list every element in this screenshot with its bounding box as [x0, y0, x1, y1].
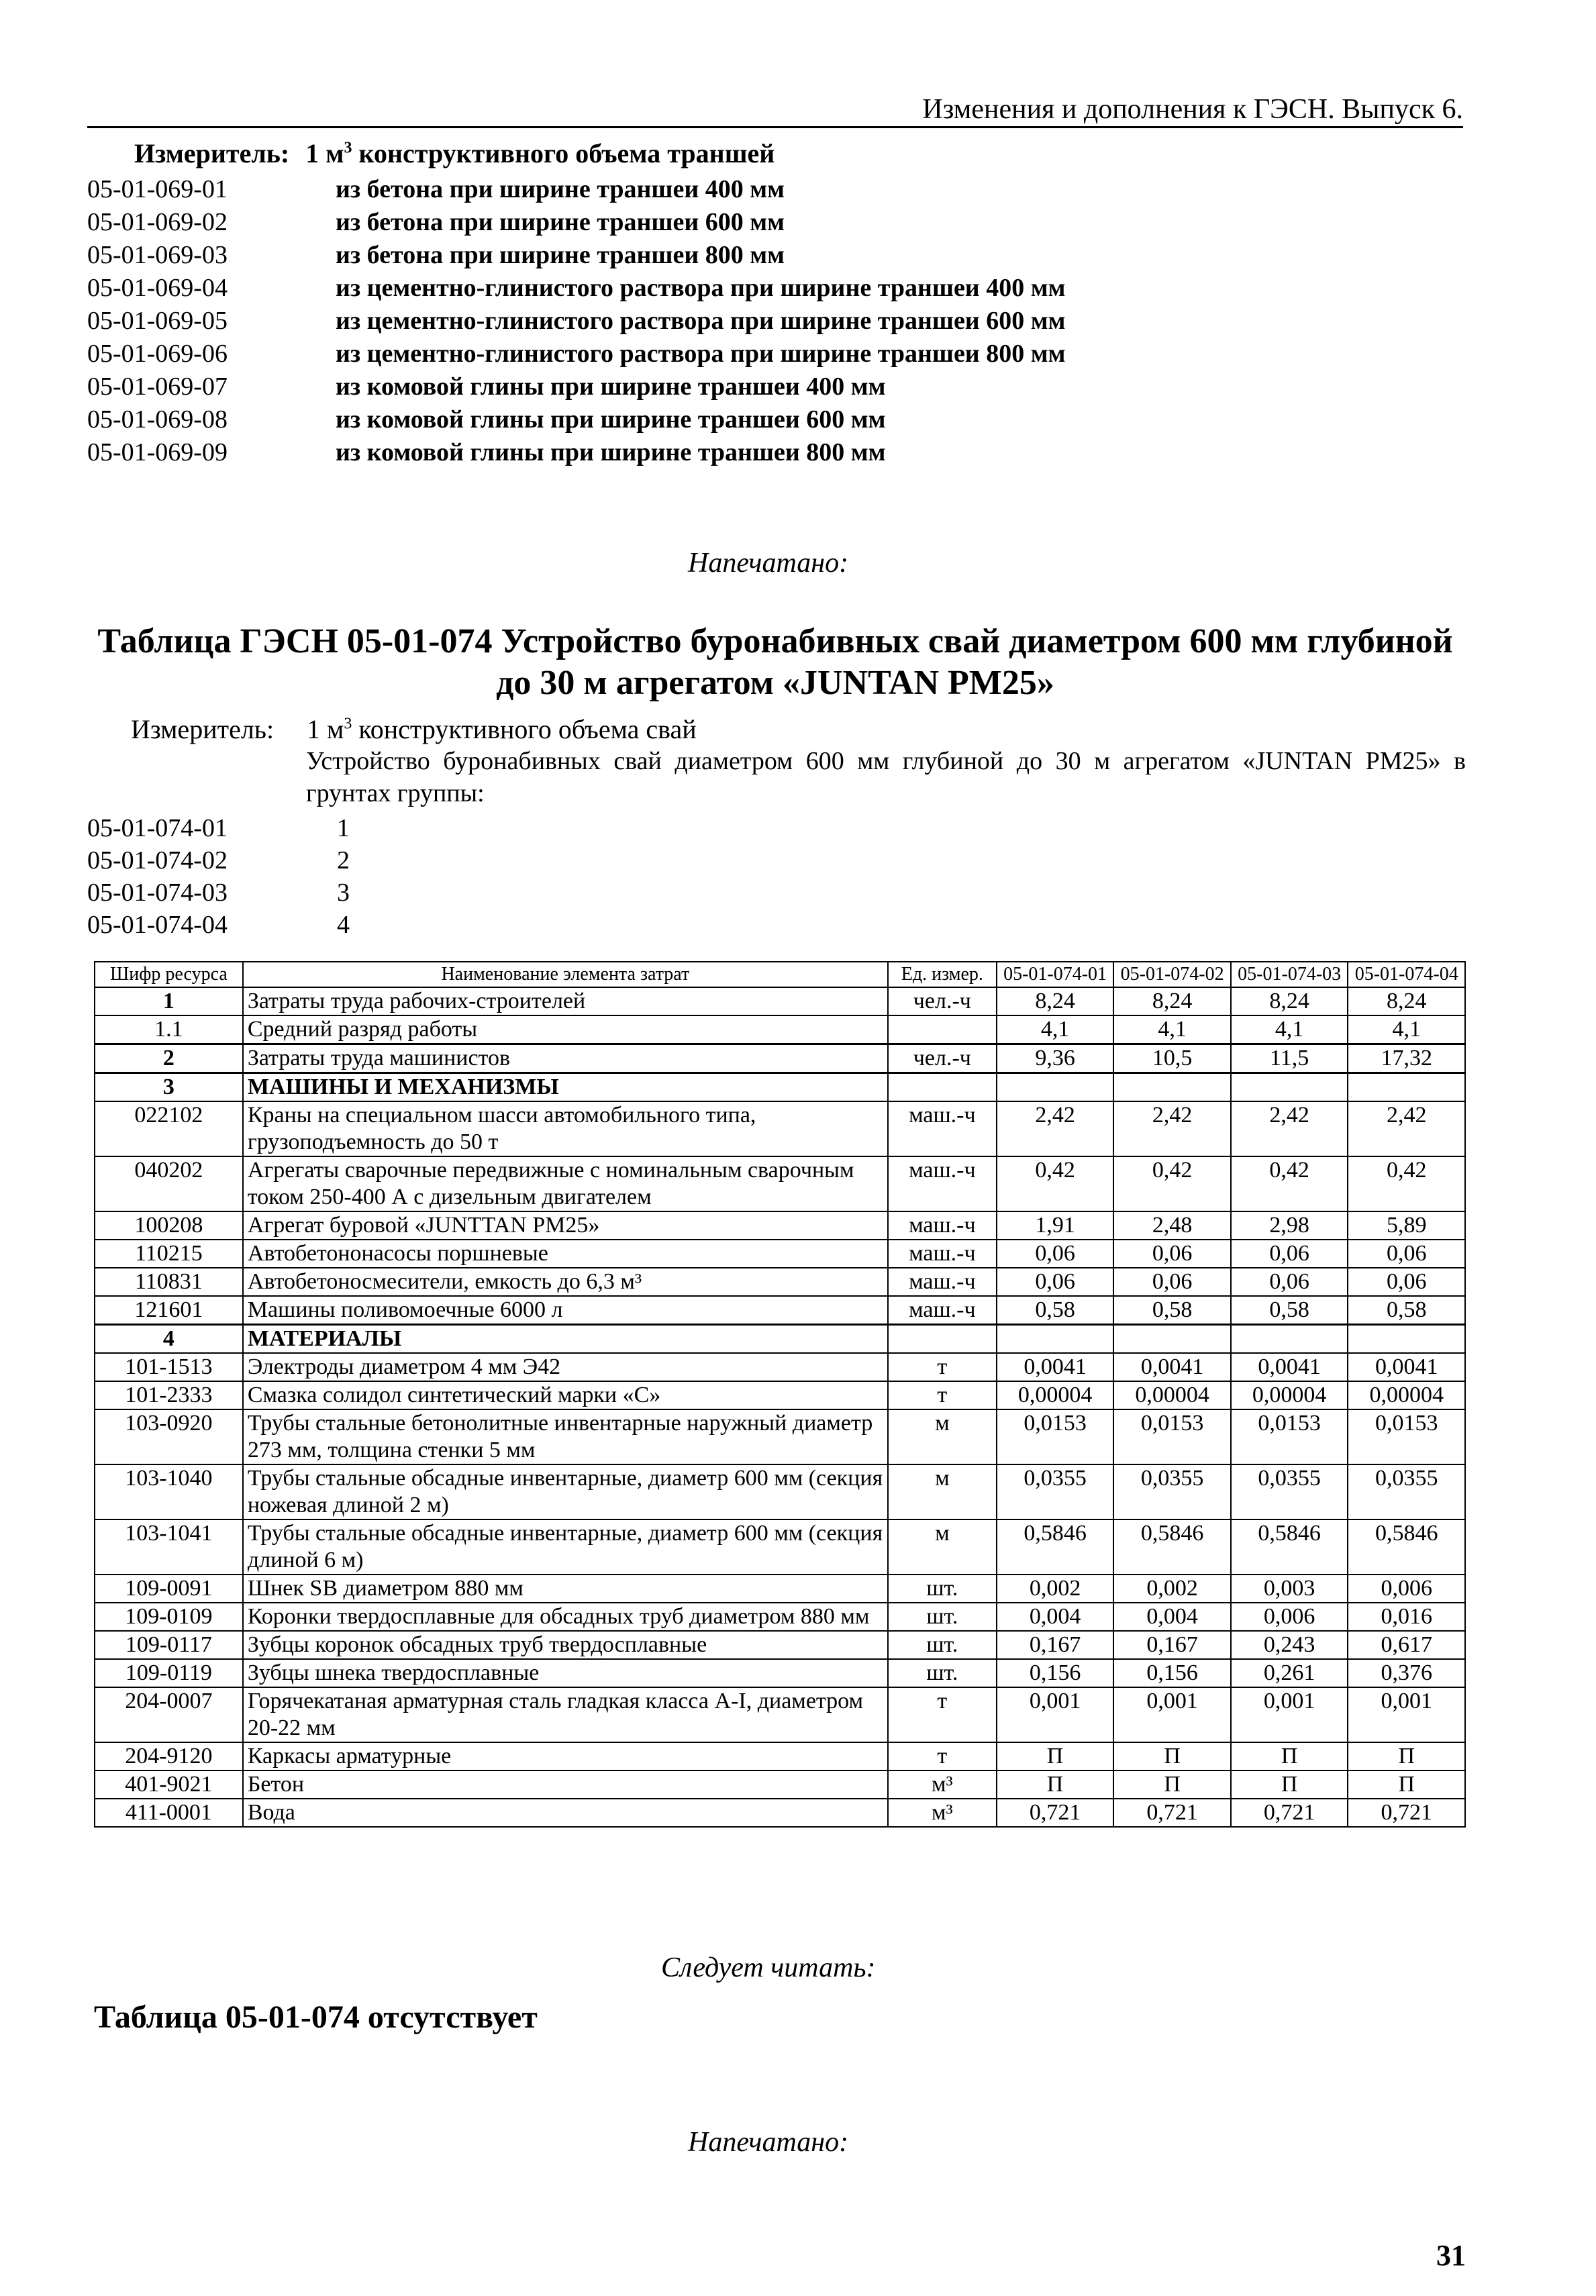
table-row [95, 1044, 1465, 1073]
cell-name: Агрегат буровой «JUNTTAN PM25» [243, 1211, 888, 1240]
code-list-item [87, 370, 1065, 403]
item-description: из бетона при ширине траншеи 600 мм [336, 208, 785, 236]
code-list-item [87, 909, 350, 941]
table-row [95, 1799, 1465, 1827]
cell-code: 4 [95, 1325, 243, 1354]
item-code: 05-01-074-02 [87, 846, 228, 875]
cell-value: 0,42 [1113, 1156, 1231, 1211]
code-list-item [87, 877, 350, 909]
cell-name: Смазка солидол синтетический марки «С» [243, 1381, 888, 1409]
cell-value [1348, 1325, 1465, 1354]
cell-code: 121601 [95, 1296, 243, 1325]
cell-value: 0,42 [1348, 1156, 1465, 1211]
table-row [95, 1575, 1465, 1603]
cell-value: 0,376 [1348, 1659, 1465, 1687]
cell-value: 0,002 [1113, 1575, 1231, 1603]
item-code: 05-01-069-09 [87, 438, 228, 466]
cell-code: 3 [95, 1073, 243, 1102]
cell-name: Краны на специальном шасси автомобильного типа, грузоподъемность до 50 т [243, 1101, 888, 1156]
cell-value: 2,98 [1231, 1211, 1348, 1240]
cell-value: 0,06 [997, 1268, 1114, 1296]
cell-value: 0,06 [1231, 1268, 1348, 1296]
cell-value: 0,0153 [1113, 1409, 1231, 1464]
item-description: из комовой глины при ширине траншеи 600 мм [336, 405, 886, 434]
cell-name: Коронки твердосплавные для обсадных труб диаметром 880 мм [243, 1603, 888, 1631]
measure-value-sup: 3 [344, 139, 352, 157]
cell-unit: маш.-ч [888, 1240, 997, 1268]
cell-value: 0,0041 [997, 1353, 1114, 1381]
cell-unit: маш.-ч [888, 1268, 997, 1296]
cell-value: 0,001 [1348, 1687, 1465, 1742]
measure2-value [307, 713, 697, 745]
measure2-value-suffix: конструктивного объема свай [352, 714, 697, 744]
cell-code: 022102 [95, 1101, 243, 1156]
cell-value: 4,1 [1113, 1015, 1231, 1044]
cell-value: 0,0041 [1231, 1353, 1348, 1381]
table-header-row [95, 962, 1465, 987]
cell-value: 0,004 [997, 1603, 1114, 1631]
cell-name: Трубы стальные обсадные инвентарные, диаметр 600 мм (секция ножевая длиной 2 м) [243, 1464, 888, 1519]
cell-name: Шнек SB диаметром 880 мм [243, 1575, 888, 1603]
table-row [95, 1296, 1465, 1325]
cell-value: 0,617 [1348, 1631, 1465, 1659]
cell-name: Затраты труда рабочих-строителей [243, 987, 888, 1015]
cell-value: 8,24 [997, 987, 1114, 1015]
cell-code: 411-0001 [95, 1799, 243, 1827]
cell-value: 4,1 [1231, 1015, 1348, 1044]
table-row [95, 1240, 1465, 1268]
cell-value: 0,003 [1231, 1575, 1348, 1603]
cell-name: Горячекатаная арматурная сталь гладкая класса А-I, диаметром 20-22 мм [243, 1687, 888, 1742]
measure-value-suffix: конструктивного объема траншей [352, 138, 775, 168]
item-code: 05-01-069-02 [87, 208, 228, 236]
page-number: 31 [1436, 2239, 1466, 2272]
cell-code: 204-0007 [95, 1687, 243, 1742]
measure-unit-2 [131, 713, 697, 745]
cell-value: 4,1 [1348, 1015, 1465, 1044]
cell-unit: шт. [888, 1603, 997, 1631]
cell-value: 0,721 [997, 1799, 1114, 1827]
cell-value: 2,42 [997, 1101, 1114, 1156]
cell-value: 0,06 [1348, 1240, 1465, 1268]
cell-value: 0,06 [997, 1240, 1114, 1268]
cell-value: 10,5 [1113, 1044, 1231, 1073]
cell-value: 11,5 [1231, 1044, 1348, 1073]
code-list-item [87, 338, 1065, 370]
cell-value: П [1113, 1742, 1231, 1770]
cell-value: 0,167 [1113, 1631, 1231, 1659]
code-list-item [87, 239, 1065, 272]
item-code: 05-01-069-01 [87, 175, 228, 203]
work-description: Устройство буронабивных свай диаметром 600 мм глубиной до 30 м агрегатом «JUNTAN PM25» в грунтах группы: [306, 747, 1466, 807]
code-list-item [87, 844, 350, 877]
header-code: Шифр ресурса [95, 962, 243, 987]
cell-unit: м [888, 1464, 997, 1519]
cell-value: 0,0355 [997, 1464, 1114, 1519]
table-row [95, 1353, 1465, 1381]
cell-unit [888, 1325, 997, 1354]
table-row [95, 987, 1465, 1015]
cell-value: 0,001 [1231, 1687, 1348, 1742]
cell-value: 0,58 [1348, 1296, 1465, 1325]
cell-value: 0,001 [997, 1687, 1114, 1742]
cell-unit: м³ [888, 1770, 997, 1799]
item-code: 05-01-074-04 [87, 911, 228, 939]
cell-value [1113, 1073, 1231, 1102]
cell-value: 1,91 [997, 1211, 1114, 1240]
cell-value: 0,42 [997, 1156, 1114, 1211]
cell-code: 2 [95, 1044, 243, 1073]
cell-value: 0,00004 [1231, 1381, 1348, 1409]
cell-value: 9,36 [997, 1044, 1114, 1073]
table-row [95, 1519, 1465, 1575]
cell-value: 0,167 [997, 1631, 1114, 1659]
cell-name: Трубы стальные обсадные инвентарные, диаметр 600 мм (секция длиной 6 м) [243, 1519, 888, 1575]
cell-unit: шт. [888, 1575, 997, 1603]
cell-name: Затраты труда машинистов [243, 1044, 888, 1073]
cell-value: 0,243 [1231, 1631, 1348, 1659]
code-list-item [87, 173, 1065, 206]
header-name: Наименование элемента затрат [243, 962, 888, 987]
header-col1: 05-01-074-01 [997, 962, 1114, 987]
cell-unit: чел.-ч [888, 1044, 997, 1073]
measure2-value-sup: 3 [344, 715, 352, 733]
cell-unit: шт. [888, 1659, 997, 1687]
cell-value: 0,58 [997, 1296, 1114, 1325]
cell-value: 0,5846 [997, 1519, 1114, 1575]
resource-table [94, 961, 1466, 1828]
cell-value [1113, 1325, 1231, 1354]
table-row [95, 1687, 1465, 1742]
cell-name: Средний разряд работы [243, 1015, 888, 1044]
table-row [95, 1409, 1465, 1464]
cell-unit: чел.-ч [888, 987, 997, 1015]
cell-value: 8,24 [1231, 987, 1348, 1015]
cell-code: 109-0117 [95, 1631, 243, 1659]
cell-value: 2,42 [1348, 1101, 1465, 1156]
cell-code: 401-9021 [95, 1770, 243, 1799]
measure2-value-prefix: 1 м [307, 714, 344, 744]
cell-value: 2,48 [1113, 1211, 1231, 1240]
cell-value: 17,32 [1348, 1044, 1465, 1073]
measure-unit-1 [134, 138, 775, 169]
header-col2: 05-01-074-02 [1113, 962, 1231, 987]
table-row [95, 1603, 1465, 1631]
item-description: из комовой глины при ширине траншеи 400 мм [336, 372, 886, 401]
cell-unit: т [888, 1381, 997, 1409]
cell-name: Автобетоносмесители, емкость до 6,3 м³ [243, 1268, 888, 1296]
cell-value: 0,06 [1231, 1240, 1348, 1268]
item-code: 05-01-069-05 [87, 307, 228, 335]
code-list-069 [87, 173, 1065, 469]
header-unit: Ед. измер. [888, 962, 997, 987]
table-row [95, 1770, 1465, 1799]
cell-code: 103-0920 [95, 1409, 243, 1464]
cell-code: 103-1041 [95, 1519, 243, 1575]
cell-unit: маш.-ч [888, 1156, 997, 1211]
cell-name: Бетон [243, 1770, 888, 1799]
cell-value [1231, 1073, 1348, 1102]
cell-value: П [1231, 1742, 1348, 1770]
item-description: из цементно-глинистого раствора при ширине траншеи 400 мм [336, 274, 1066, 302]
item-description: из цементно-глинистого раствора при ширине траншеи 800 мм [336, 340, 1066, 368]
cell-name: Вода [243, 1799, 888, 1827]
code-list-item [87, 436, 1065, 469]
cell-code: 040202 [95, 1156, 243, 1211]
table-row [95, 1073, 1465, 1102]
cell-value: 5,89 [1348, 1211, 1465, 1240]
printed-label-2: Напечатано: [688, 2127, 849, 2158]
cell-value: 0,016 [1348, 1603, 1465, 1631]
table-row [95, 1156, 1465, 1211]
table-row [95, 1015, 1465, 1044]
item-code: 05-01-069-06 [87, 340, 228, 368]
item-code: 05-01-069-07 [87, 372, 228, 401]
cell-value: 2,42 [1231, 1101, 1348, 1156]
cell-value: 0,58 [1231, 1296, 1348, 1325]
cell-name: Зубцы коронок обсадных труб твердосплавные [243, 1631, 888, 1659]
cell-value: П [1231, 1770, 1348, 1799]
cell-value: 0,006 [1348, 1575, 1465, 1603]
running-header: Изменения и дополнения к ГЭСН. Выпуск 6. [87, 93, 1463, 128]
cell-value: 8,24 [1348, 987, 1465, 1015]
code-list-074 [87, 812, 350, 941]
cell-unit: м [888, 1409, 997, 1464]
item-code: 05-01-069-03 [87, 241, 228, 269]
item-group: 4 [337, 911, 350, 939]
cell-name: МАШИНЫ И МЕХАНИЗМЫ [243, 1073, 888, 1102]
header-col3: 05-01-074-03 [1231, 962, 1348, 987]
item-group: 1 [337, 814, 350, 842]
cell-value: 2,42 [1113, 1101, 1231, 1156]
cell-code: 1 [95, 987, 243, 1015]
item-description: из цементно-глинистого раствора при ширине траншеи 600 мм [336, 307, 1066, 335]
table-row [95, 1325, 1465, 1354]
cell-unit: маш.-ч [888, 1296, 997, 1325]
cell-name: МАТЕРИАЛЫ [243, 1325, 888, 1354]
table-row [95, 1101, 1465, 1156]
cell-value: 0,00004 [997, 1381, 1114, 1409]
cell-value: 0,5846 [1113, 1519, 1231, 1575]
cell-value: 0,721 [1231, 1799, 1348, 1827]
cell-value: 0,261 [1231, 1659, 1348, 1687]
cell-value: 0,5846 [1231, 1519, 1348, 1575]
table-row [95, 1268, 1465, 1296]
cell-value: 0,004 [1113, 1603, 1231, 1631]
item-code: 05-01-074-01 [87, 814, 228, 842]
cell-value: 0,0355 [1348, 1464, 1465, 1519]
cell-value: 0,06 [1113, 1240, 1231, 1268]
cell-code: 100208 [95, 1211, 243, 1240]
cell-code: 110831 [95, 1268, 243, 1296]
table-row [95, 1464, 1465, 1519]
table-title-line1: Таблица ГЭСН 05-01-074 Устройство буронабивных свай диаметром 600 мм глубиной [97, 622, 1453, 660]
table-row [95, 1659, 1465, 1687]
cell-value: 0,156 [997, 1659, 1114, 1687]
cell-value: 0,006 [1231, 1603, 1348, 1631]
cell-name: Агрегаты сварочные передвижные с номинальным сварочным током 250-400 А с дизельным двигателем [243, 1156, 888, 1211]
table-row [95, 1381, 1465, 1409]
cell-unit: м³ [888, 1799, 997, 1827]
cell-value: 8,24 [1113, 987, 1231, 1015]
cell-code: 109-0091 [95, 1575, 243, 1603]
cell-value: 0,0153 [997, 1409, 1114, 1464]
cell-value: 0,00004 [1348, 1381, 1465, 1409]
item-code: 05-01-074-03 [87, 879, 228, 907]
item-description: из бетона при ширине траншеи 800 мм [336, 241, 785, 269]
cell-value: П [1113, 1770, 1231, 1799]
cell-value: П [1348, 1770, 1465, 1799]
cell-code: 101-2333 [95, 1381, 243, 1409]
cell-value: 0,42 [1231, 1156, 1348, 1211]
header-col4: 05-01-074-04 [1348, 962, 1465, 987]
cell-value: 0,0041 [1113, 1353, 1231, 1381]
cell-name: Машины поливомоечные 6000 л [243, 1296, 888, 1325]
cell-value [997, 1325, 1114, 1354]
cell-unit: т [888, 1742, 997, 1770]
cell-unit: т [888, 1687, 997, 1742]
cell-code: 110215 [95, 1240, 243, 1268]
cell-value: 0,5846 [1348, 1519, 1465, 1575]
cell-value: 0,00004 [1113, 1381, 1231, 1409]
cell-unit: м [888, 1519, 997, 1575]
cell-name: Электроды диаметром 4 мм Э42 [243, 1353, 888, 1381]
absent-notice: Таблица 05-01-074 отсутствует [94, 1999, 538, 2035]
item-description: из комовой глины при ширине траншеи 800 мм [336, 438, 886, 466]
table-title-line2: до 30 м агрегатом «JUNTAN PM25» [496, 664, 1054, 702]
code-list-item [87, 403, 1065, 436]
code-list-item [87, 812, 350, 844]
cell-value: П [997, 1742, 1114, 1770]
code-list-item [87, 272, 1065, 305]
cell-name: Автобетононасосы поршневые [243, 1240, 888, 1268]
item-group: 2 [337, 846, 350, 875]
item-code: 05-01-069-08 [87, 405, 228, 434]
measure-label: Измеритель: [134, 138, 290, 168]
cell-value: 0,58 [1113, 1296, 1231, 1325]
cell-code: 109-0119 [95, 1659, 243, 1687]
item-code: 05-01-069-04 [87, 274, 228, 302]
cell-value [1348, 1073, 1465, 1102]
cell-value: 0,001 [1113, 1687, 1231, 1742]
cell-unit [888, 1015, 997, 1044]
item-description: из бетона при ширине траншеи 400 мм [336, 175, 785, 203]
table-row [95, 1211, 1465, 1240]
printed-label: Напечатано: [688, 548, 849, 579]
cell-code: 1.1 [95, 1015, 243, 1044]
cell-value: 4,1 [997, 1015, 1114, 1044]
code-list-item [87, 206, 1065, 239]
cell-unit: т [888, 1353, 997, 1381]
follow-label: Следует читать: [661, 1952, 876, 1983]
cell-value: 0,06 [1348, 1268, 1465, 1296]
cell-value: 0,0041 [1348, 1353, 1465, 1381]
cell-code: 204-9120 [95, 1742, 243, 1770]
item-group: 3 [337, 879, 350, 907]
cell-value [1231, 1325, 1348, 1354]
table-row [95, 1631, 1465, 1659]
cell-value: 0,721 [1348, 1799, 1465, 1827]
cell-value: 0,06 [1113, 1268, 1231, 1296]
table-title [87, 621, 1463, 704]
cell-value: 0,721 [1113, 1799, 1231, 1827]
measure2-label: Измеритель: [131, 714, 275, 744]
cell-value: 0,0153 [1231, 1409, 1348, 1464]
cell-unit: шт. [888, 1631, 997, 1659]
cell-code: 109-0109 [95, 1603, 243, 1631]
cell-unit: маш.-ч [888, 1211, 997, 1240]
cell-unit [888, 1073, 997, 1102]
table-row [95, 1742, 1465, 1770]
cell-value: 0,0355 [1231, 1464, 1348, 1519]
cell-value: 0,0153 [1348, 1409, 1465, 1464]
measure-value-prefix: 1 м [305, 138, 344, 168]
cell-unit: маш.-ч [888, 1101, 997, 1156]
code-list-item [87, 305, 1065, 338]
cell-value: П [1348, 1742, 1465, 1770]
cell-value: 0,0355 [1113, 1464, 1231, 1519]
cell-value [997, 1073, 1114, 1102]
cell-value: 0,002 [997, 1575, 1114, 1603]
cell-value: 0,156 [1113, 1659, 1231, 1687]
cell-name: Каркасы арматурные [243, 1742, 888, 1770]
cell-name: Трубы стальные бетонолитные инвентарные наружный диаметр 273 мм, толщина стенки 5 мм [243, 1409, 888, 1464]
cell-value: П [997, 1770, 1114, 1799]
cell-code: 101-1513 [95, 1353, 243, 1381]
cell-code: 103-1040 [95, 1464, 243, 1519]
cell-name: Зубцы шнека твердосплавные [243, 1659, 888, 1687]
